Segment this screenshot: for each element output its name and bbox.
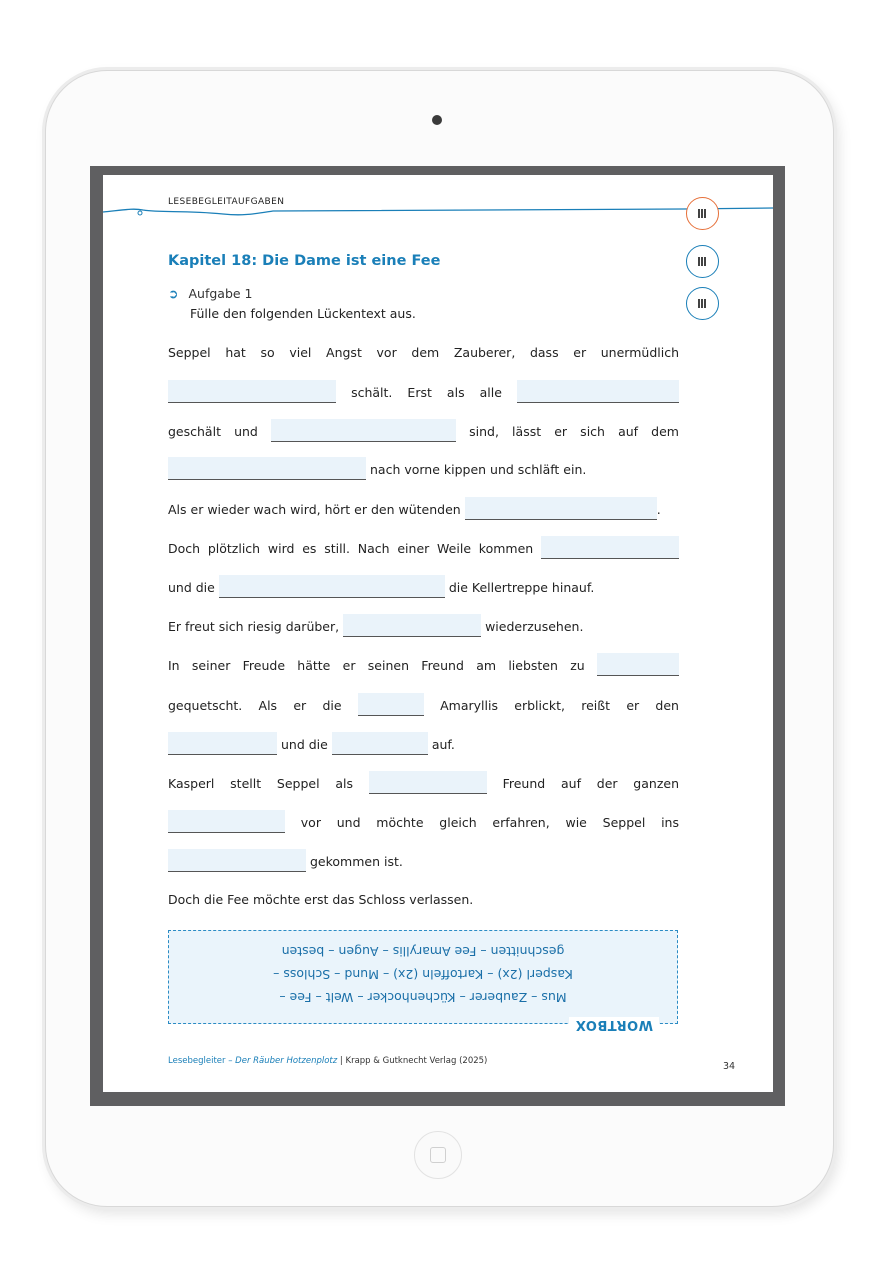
page-number: 34 [723, 1061, 736, 1072]
text-line: nach vorne kippen und schläft ein. [168, 457, 679, 482]
text-line: und die die Kellertreppe hinauf. [168, 575, 679, 600]
header-wave-line [103, 201, 773, 221]
text-line: geschält und sind, lässt er sich auf dem [168, 419, 679, 444]
gap-field[interactable] [219, 575, 445, 598]
gap-field[interactable] [168, 732, 277, 755]
home-button[interactable] [414, 1131, 462, 1179]
text-line: Doch die Fee möchte erst das Schloss verlassen. [168, 892, 474, 907]
gap-field[interactable] [168, 380, 336, 403]
text-line: schält. Erst als alle [168, 380, 679, 405]
qr-code-icon[interactable] [686, 287, 719, 320]
text-line: Doch plötzlich wird es still. Nach einer Weile kommen [168, 536, 679, 561]
text-line: gequetscht. Als er die Amaryllis erblickt, reißt er den [168, 693, 679, 718]
qr-code-icon[interactable] [686, 197, 719, 230]
gap-field[interactable] [168, 849, 306, 872]
gap-field[interactable] [369, 771, 487, 794]
gap-field[interactable] [358, 693, 424, 716]
gap-field[interactable] [168, 810, 285, 833]
footer-citation: Lesebegleiter – Der Räuber Hotzenplotz | Krapp & Gutknecht Verlag (2025) [168, 1056, 488, 1066]
gap-field[interactable] [465, 497, 657, 520]
arrow-circle-icon: ➲ [168, 286, 179, 301]
gap-field[interactable] [597, 653, 679, 676]
worksheet-page [103, 175, 773, 1092]
wordbox-words: Mus – Zauberer – Küchenhocker – Welt – Fee – Kasperl (2x) – Kartoffeln (2x) – Mund – Schloss – geschnitten – Fee Amaryllis – Augen – besten [273, 944, 573, 1005]
text-line: In seiner Freude hätte er seinen Freund am liebsten zu [168, 653, 679, 678]
text-line: Er freut sich riesig darüber, wiederzusehen. [168, 614, 679, 639]
text-line: vor und möchte gleich erfahren, wie Seppel ins [168, 810, 679, 835]
camera-icon [432, 115, 442, 125]
gap-field[interactable] [517, 380, 679, 403]
text-line: Als er wieder wach wird, hört er den wütenden . [168, 497, 679, 522]
text-line: und die auf. [168, 732, 679, 757]
task-label: Aufgabe 1 [188, 286, 253, 301]
gap-field[interactable] [541, 536, 679, 559]
gap-field[interactable] [343, 614, 481, 637]
qr-code-icon[interactable] [686, 245, 719, 278]
text-line: gekommen ist. [168, 849, 679, 874]
text-line: Seppel hat so viel Angst vor dem Zauberer, dass er unermüdlich [168, 345, 679, 360]
gap-field[interactable] [168, 457, 366, 480]
section-header: LESEBEGLEITAUFGABEN [168, 197, 285, 207]
wordbox-label: WORTBOX [569, 1017, 659, 1032]
wordbox [168, 930, 678, 1032]
text-line: Kasperl stellt Seppel als Freund auf der ganzen [168, 771, 679, 796]
page-title: Kapitel 18: Die Dame ist eine Fee [168, 253, 441, 269]
gap-field[interactable] [271, 419, 456, 442]
task-heading [168, 286, 253, 301]
gap-field[interactable] [332, 732, 428, 755]
task-instruction: Fülle den folgenden Lückentext aus. [190, 306, 416, 321]
